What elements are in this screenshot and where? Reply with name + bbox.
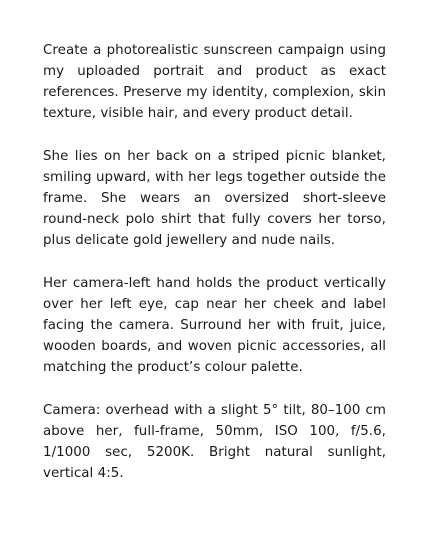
paragraph-pose: She lies on her back on a striped picnic blanket, smiling upward, with her legs together outside the frame. She wears an oversized short-sleeve round-neck polo shirt that fully covers her torso, plus delicate gold jewellery and nude nails. bbox=[43, 149, 386, 248]
paragraph-intro: Create a photorealistic sunscreen campaign using my uploaded portrait and product as exact references. Preserve my identity, complexion, skin texture, visible hair, and every product detail. bbox=[43, 43, 386, 121]
document-body bbox=[43, 40, 386, 484]
paragraph-props: Her camera-left hand holds the product vertically over her left eye, cap near her cheek and label facing the camera. Surround her with fruit, juice, wooden boards, and woven picnic accessories, all matching the product’s colour palette. bbox=[43, 276, 386, 375]
paragraph-camera: Camera: overhead with a slight 5° tilt, 80–100 cm above her, full-frame, 50mm, ISO 100, f/5.6, 1/1000 sec, 5200K. Bright natural sunlight, vertical 4:5. bbox=[43, 403, 386, 481]
